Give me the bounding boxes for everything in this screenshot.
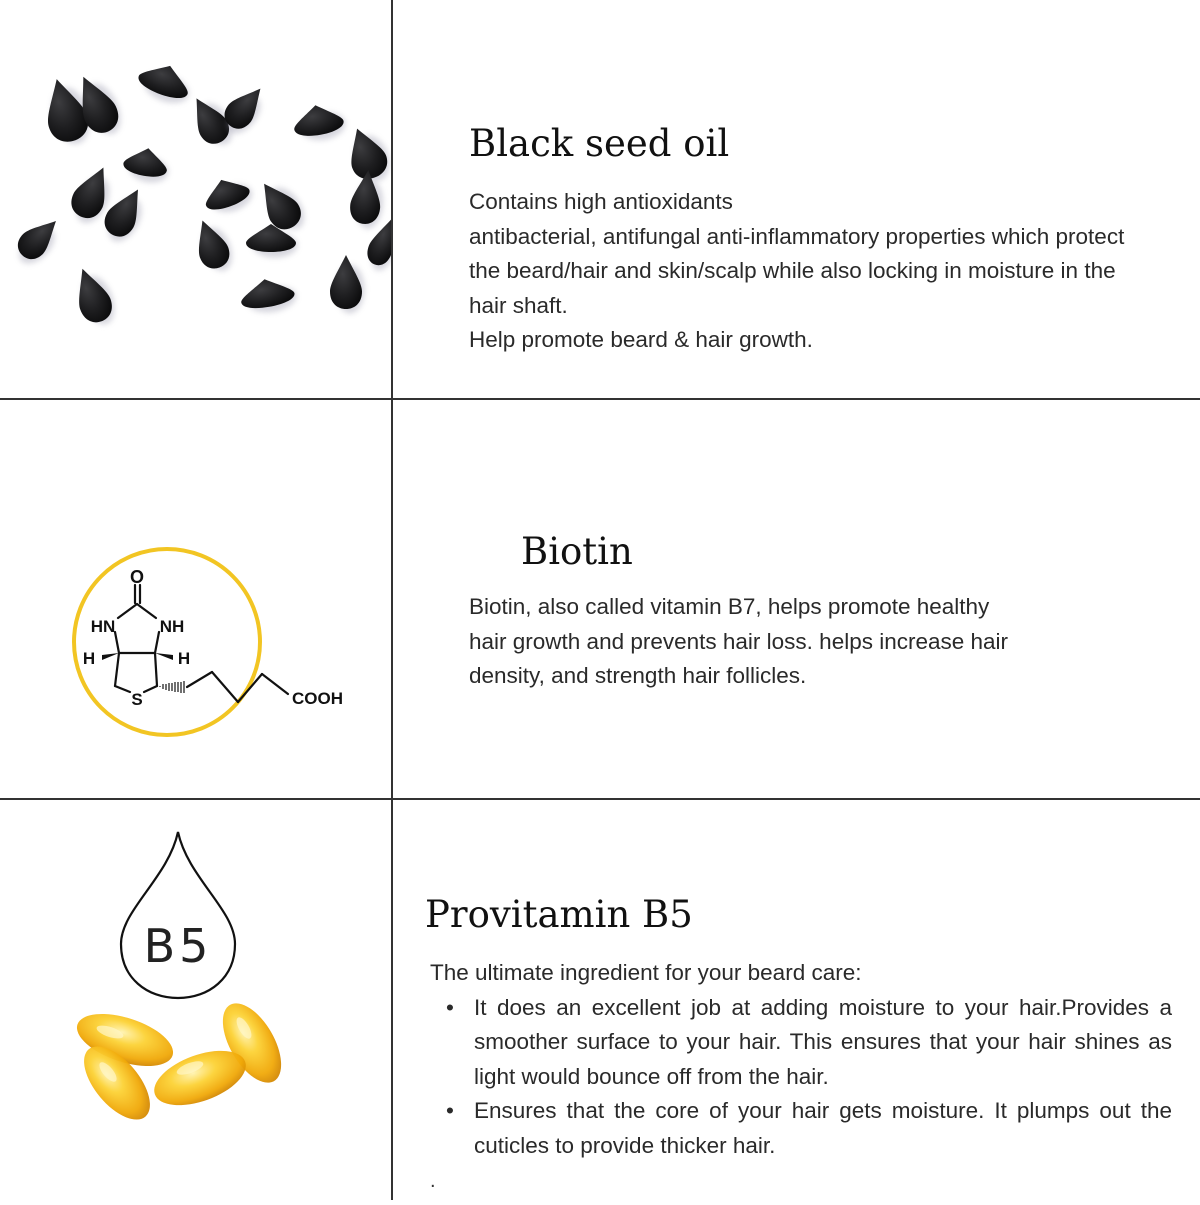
- section-title: Black seed oil: [469, 122, 730, 165]
- section-title: Biotin: [521, 530, 633, 573]
- black-seed: [122, 144, 170, 179]
- biotin-graphic: [0, 400, 391, 798]
- section-description: [469, 185, 1124, 358]
- description-line: antibacterial, antifungal anti-inflammatory properties which protect: [469, 223, 1125, 249]
- section-biotin: [0, 400, 1200, 798]
- description-line: hair shaft.: [469, 292, 568, 318]
- h-right-label: H: [177, 649, 191, 668]
- list-item-text: Ensures that the core of your hair gets moisture. It plumps out the cuticles to provide thicker hair.: [474, 1098, 1172, 1158]
- section-description: [430, 956, 1172, 1163]
- description-line: the beard/hair and skin/scalp while also locking in moisture in the: [469, 258, 1116, 283]
- bullet-dot-icon: •: [446, 994, 454, 1020]
- list-item-text: It does an excellent job at adding moisture to your hair.Provides a smoother surface to your hair. This ensures that your hair shines as light would bounce off from the hair.: [474, 994, 1172, 1089]
- section-description: [469, 590, 1008, 694]
- bullet-dot-icon: •: [446, 1098, 454, 1123]
- description-line: density, and strength hair follicles.: [469, 663, 807, 688]
- b5-drop-icon: [0, 800, 391, 1200]
- black-seed: [330, 255, 362, 309]
- hn-label: HN: [90, 617, 116, 636]
- drop-outline: [121, 832, 235, 998]
- b5-graphic: [0, 800, 391, 1200]
- benefit-list: [430, 991, 1172, 1164]
- black-seeds-image: [0, 0, 391, 398]
- sulfur-label: S: [131, 690, 143, 709]
- section-provitamin-b5: [0, 800, 1200, 1200]
- nh-label: NH: [159, 617, 185, 636]
- softgel-capsules: [71, 994, 293, 1131]
- h-left-label: H: [82, 649, 96, 668]
- b5-label: B5: [143, 919, 213, 973]
- biotin-ring: [74, 549, 260, 735]
- intro-line: The ultimate ingredient for your beard care:: [430, 960, 862, 985]
- oxygen-label: O: [129, 567, 145, 587]
- description-line: hair growth and prevents hair loss. helps increase hair: [469, 628, 1009, 654]
- black-seeds-icon: [0, 0, 391, 398]
- list-item: [430, 991, 1172, 1095]
- description-line: Contains high antioxidants: [469, 189, 733, 214]
- biotin-structure-icon: [0, 400, 391, 798]
- section-black-seed-oil: [0, 0, 1200, 398]
- list-item: [430, 1094, 1172, 1163]
- description-line: Biotin, also called vitamin B7, helps promote healthy: [469, 594, 990, 619]
- section-title: Provitamin B5: [425, 893, 693, 936]
- description-line: Help promote beard & hair growth.: [469, 327, 813, 352]
- cooh-label: COOH: [292, 689, 343, 708]
- trailing-dot: .: [430, 1170, 436, 1192]
